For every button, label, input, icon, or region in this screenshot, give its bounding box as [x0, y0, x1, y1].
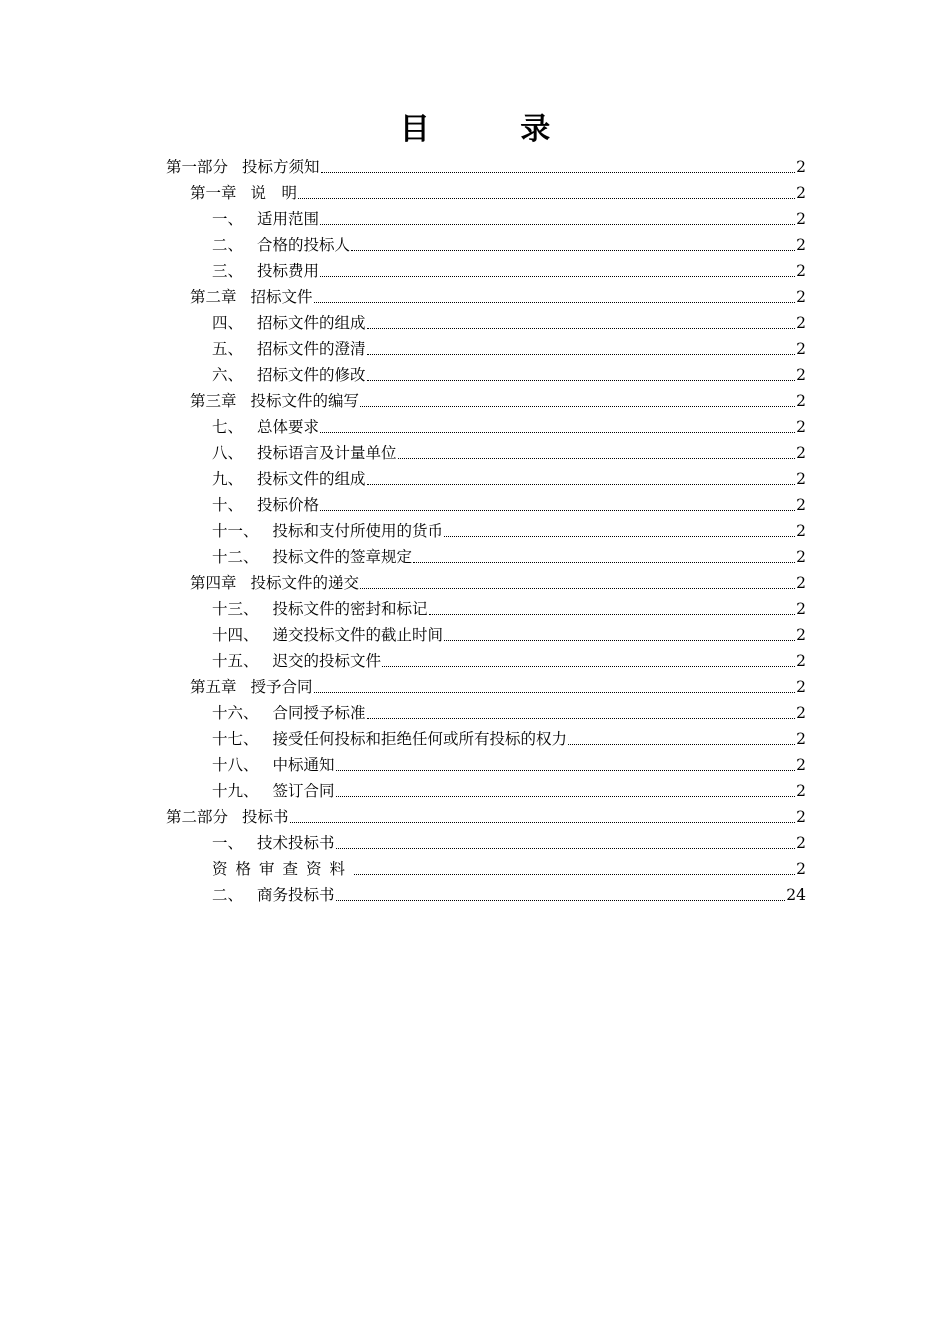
toc-entry-label	[212, 336, 366, 362]
toc-entry-text: 接受任何投标和拒绝任何或所有投标的权力	[272, 730, 568, 748]
toc-entry[interactable]	[166, 622, 806, 648]
toc-entry-text: 合格的投标人	[257, 236, 351, 254]
toc-entry-number: 第四章	[190, 574, 237, 592]
toc-entry-text: 总体要求	[257, 418, 320, 436]
toc-page-number: 2	[796, 652, 806, 670]
toc-leader-dots	[314, 674, 796, 693]
toc-entry-number: 十七、	[212, 730, 259, 748]
toc-page-number: 2	[796, 548, 806, 566]
toc-entry[interactable]	[166, 700, 806, 726]
toc-entry-label	[212, 726, 567, 752]
toc-page-number: 2	[796, 704, 806, 722]
toc-entry-text: 商务投标书	[257, 886, 335, 904]
toc-entry-label	[190, 388, 359, 414]
toc-page-number: 2	[796, 782, 806, 800]
toc-leader-dots	[398, 440, 796, 459]
toc-leader-dots	[360, 388, 795, 407]
toc-entry-number: 四、	[212, 314, 244, 332]
toc-entry-number: 二、	[212, 886, 244, 904]
toc-entry-number: 十二、	[212, 548, 259, 566]
toc-entry-text: 招标文件的修改	[257, 366, 366, 384]
toc-entry-text: 投标费用	[257, 262, 320, 280]
toc-entry[interactable]	[166, 310, 806, 336]
toc-entry-text: 投标文件的递交	[250, 574, 360, 592]
toc-entry-text: 招标文件	[250, 288, 313, 306]
toc-leader-dots	[290, 804, 796, 823]
toc-entry-label	[212, 778, 335, 804]
toc-entry-label	[212, 700, 366, 726]
toc-entry-label	[212, 362, 366, 388]
toc-leader-dots	[351, 232, 795, 251]
toc-page-number: 2	[796, 262, 806, 280]
toc-entry-number: 第一章	[190, 184, 237, 202]
toc-leader-dots	[444, 622, 795, 641]
toc-entry-number: 十八、	[212, 756, 259, 774]
toc-leader-dots	[444, 518, 795, 537]
toc-entry-text: 投标文件的组成	[257, 470, 366, 488]
toc-entry-label	[212, 414, 319, 440]
toc-entry[interactable]	[166, 466, 806, 492]
toc-entry-text: 合同授予标准	[272, 704, 366, 722]
toc-page-number: 2	[796, 860, 806, 878]
toc-entry-text: 投标文件的编写	[250, 392, 360, 410]
toc-page-number: 2	[796, 834, 806, 852]
toc-leader-dots	[382, 648, 795, 667]
toc-page-number: 2	[796, 392, 806, 410]
toc-entry-label	[212, 648, 381, 674]
toc-entry-number: 三、	[212, 262, 244, 280]
toc-entry-text: 投标文件的密封和标记	[272, 600, 428, 618]
toc-entry-number: 十三、	[212, 600, 259, 618]
toc-entry-number: 一、	[212, 210, 244, 228]
toc-entry-number: 十九、	[212, 782, 259, 800]
toc-entry-text: 投标书	[242, 808, 289, 826]
toc-entry[interactable]	[166, 154, 806, 180]
toc-entry-label	[212, 544, 412, 570]
toc-leader-dots	[568, 726, 795, 745]
toc-entry[interactable]	[166, 206, 806, 232]
toc-page-number: 2	[796, 314, 806, 332]
toc-page-number: 2	[796, 366, 806, 384]
toc-entry-text: 签订合同	[272, 782, 335, 800]
toc-entry-number: 第三章	[190, 392, 237, 410]
toc-entry[interactable]	[166, 414, 806, 440]
toc-entry-label	[212, 882, 335, 908]
toc-page-number: 2	[796, 756, 806, 774]
toc-entry-label	[212, 310, 366, 336]
toc-leader-dots	[336, 830, 796, 849]
toc-entry-label	[212, 830, 335, 856]
toc-entry-label	[212, 622, 443, 648]
toc-entry-label	[212, 258, 319, 284]
toc-entry-label	[212, 518, 443, 544]
toc-entry-text: 迟交的投标文件	[272, 652, 382, 670]
toc-entry-number: 六、	[212, 366, 244, 384]
toc-page-number: 2	[796, 158, 806, 176]
toc-leader-dots	[367, 310, 796, 329]
toc-entry-number: 十六、	[212, 704, 259, 722]
toc-entry[interactable]	[166, 518, 806, 544]
toc-leader-dots	[413, 544, 795, 563]
toc-entry-label	[190, 284, 313, 310]
toc-entry-number: 八、	[212, 444, 244, 462]
toc-leader-dots	[367, 336, 796, 355]
toc-page-number: 2	[796, 470, 806, 488]
toc-page-number: 2	[796, 730, 806, 748]
toc-entry[interactable]	[166, 674, 806, 700]
toc-entry-number: 十四、	[212, 626, 259, 644]
toc-entry-label	[212, 856, 353, 882]
toc-entry-number: 第二章	[190, 288, 237, 306]
toc-entry-text: 中标通知	[272, 756, 335, 774]
toc-entry[interactable]	[166, 882, 806, 908]
toc-leader-dots	[336, 882, 786, 901]
toc-entry[interactable]	[166, 232, 806, 258]
toc-entry[interactable]	[166, 336, 806, 362]
toc-entry-text: 投标语言及计量单位	[257, 444, 397, 462]
table-of-contents	[166, 154, 806, 908]
toc-entry-number: 十、	[212, 496, 244, 514]
toc-page-number: 2	[796, 522, 806, 540]
toc-entry-text: 投标文件的签章规定	[272, 548, 413, 566]
toc-entry-label	[190, 180, 297, 206]
toc-page-number: 2	[796, 236, 806, 254]
toc-entry-text: 招标文件的澄清	[257, 340, 366, 358]
toc-entry-number: 五、	[212, 340, 244, 358]
toc-entry-label	[190, 674, 313, 700]
toc-leader-dots	[298, 180, 795, 199]
toc-page-number: 2	[796, 418, 806, 436]
toc-entry-text: 说 明	[250, 184, 298, 202]
toc-leader-dots	[320, 414, 795, 433]
toc-entry-text: 技术投标书	[257, 834, 335, 852]
toc-entry-text: 招标文件的组成	[257, 314, 366, 332]
toc-entry-label	[212, 232, 350, 258]
toc-page-number: 2	[796, 678, 806, 696]
toc-page-number: 2	[796, 808, 806, 826]
toc-leader-dots	[429, 596, 796, 615]
toc-entry[interactable]	[166, 362, 806, 388]
toc-entry-label	[166, 154, 320, 180]
toc-entry-number: 十五、	[212, 652, 259, 670]
toc-page-number: 24	[786, 886, 806, 904]
toc-entry-label	[212, 596, 428, 622]
toc-entry-text: 递交投标文件的截止时间	[272, 626, 444, 644]
toc-page-number: 2	[796, 210, 806, 228]
toc-page-number: 2	[796, 574, 806, 592]
toc-entry-label	[212, 206, 319, 232]
toc-entry[interactable]	[166, 778, 806, 804]
toc-entry[interactable]	[166, 258, 806, 284]
toc-entry-text: 适用范围	[257, 210, 320, 228]
toc-entry-number: 第一部分	[166, 158, 229, 176]
toc-leader-dots	[336, 752, 796, 771]
toc-entry[interactable]	[166, 440, 806, 466]
toc-entry-number: 九、	[212, 470, 244, 488]
toc-page-number: 2	[796, 184, 806, 202]
toc-leader-dots	[367, 466, 796, 485]
toc-entry[interactable]	[166, 726, 806, 752]
toc-entry[interactable]	[166, 570, 806, 596]
toc-entry-text: 投标方须知	[242, 158, 320, 176]
toc-entry[interactable]	[166, 804, 806, 830]
toc-entry[interactable]	[166, 596, 806, 622]
toc-entry-label	[190, 570, 359, 596]
toc-entry-text: 授予合同	[250, 678, 313, 696]
toc-leader-dots	[314, 284, 796, 303]
toc-entry-label	[212, 752, 335, 778]
toc-leader-dots	[321, 154, 796, 173]
toc-entry-number: 十一、	[212, 522, 259, 540]
toc-entry[interactable]	[166, 284, 806, 310]
toc-entry[interactable]	[166, 544, 806, 570]
toc-leader-dots	[320, 492, 795, 511]
toc-page-number: 2	[796, 496, 806, 514]
toc-leader-dots	[367, 362, 796, 381]
toc-entry-label	[212, 492, 319, 518]
toc-entry-text: 投标和支付所使用的货币	[272, 522, 444, 540]
toc-page-number: 2	[796, 444, 806, 462]
toc-entry[interactable]	[166, 830, 806, 856]
toc-entry-number: 第二部分	[166, 808, 229, 826]
toc-entry-text: 资格审查资料	[212, 860, 354, 878]
toc-leader-dots	[354, 856, 795, 875]
toc-entry-number: 七、	[212, 418, 244, 436]
toc-entry-number: 二、	[212, 236, 244, 254]
toc-page-number: 2	[796, 600, 806, 618]
toc-entry[interactable]	[166, 648, 806, 674]
toc-entry[interactable]	[166, 388, 806, 414]
toc-page-number: 2	[796, 626, 806, 644]
toc-entry-text: 投标价格	[257, 496, 320, 514]
toc-entry-label	[212, 440, 397, 466]
toc-leader-dots	[320, 206, 795, 225]
toc-leader-dots	[336, 778, 796, 797]
toc-leader-dots	[367, 700, 796, 719]
page-title: 目 录	[399, 112, 591, 147]
toc-entry[interactable]	[166, 752, 806, 778]
toc-leader-dots	[320, 258, 795, 277]
toc-entry[interactable]	[166, 492, 806, 518]
toc-entry-number: 第五章	[190, 678, 237, 696]
toc-page-number: 2	[796, 288, 806, 306]
toc-entry[interactable]	[166, 856, 806, 882]
toc-entry-label	[166, 804, 289, 830]
toc-entry[interactable]	[166, 180, 806, 206]
toc-leader-dots	[360, 570, 795, 589]
toc-entry-number: 一、	[212, 834, 244, 852]
toc-entry-label	[212, 466, 366, 492]
toc-page-number: 2	[796, 340, 806, 358]
